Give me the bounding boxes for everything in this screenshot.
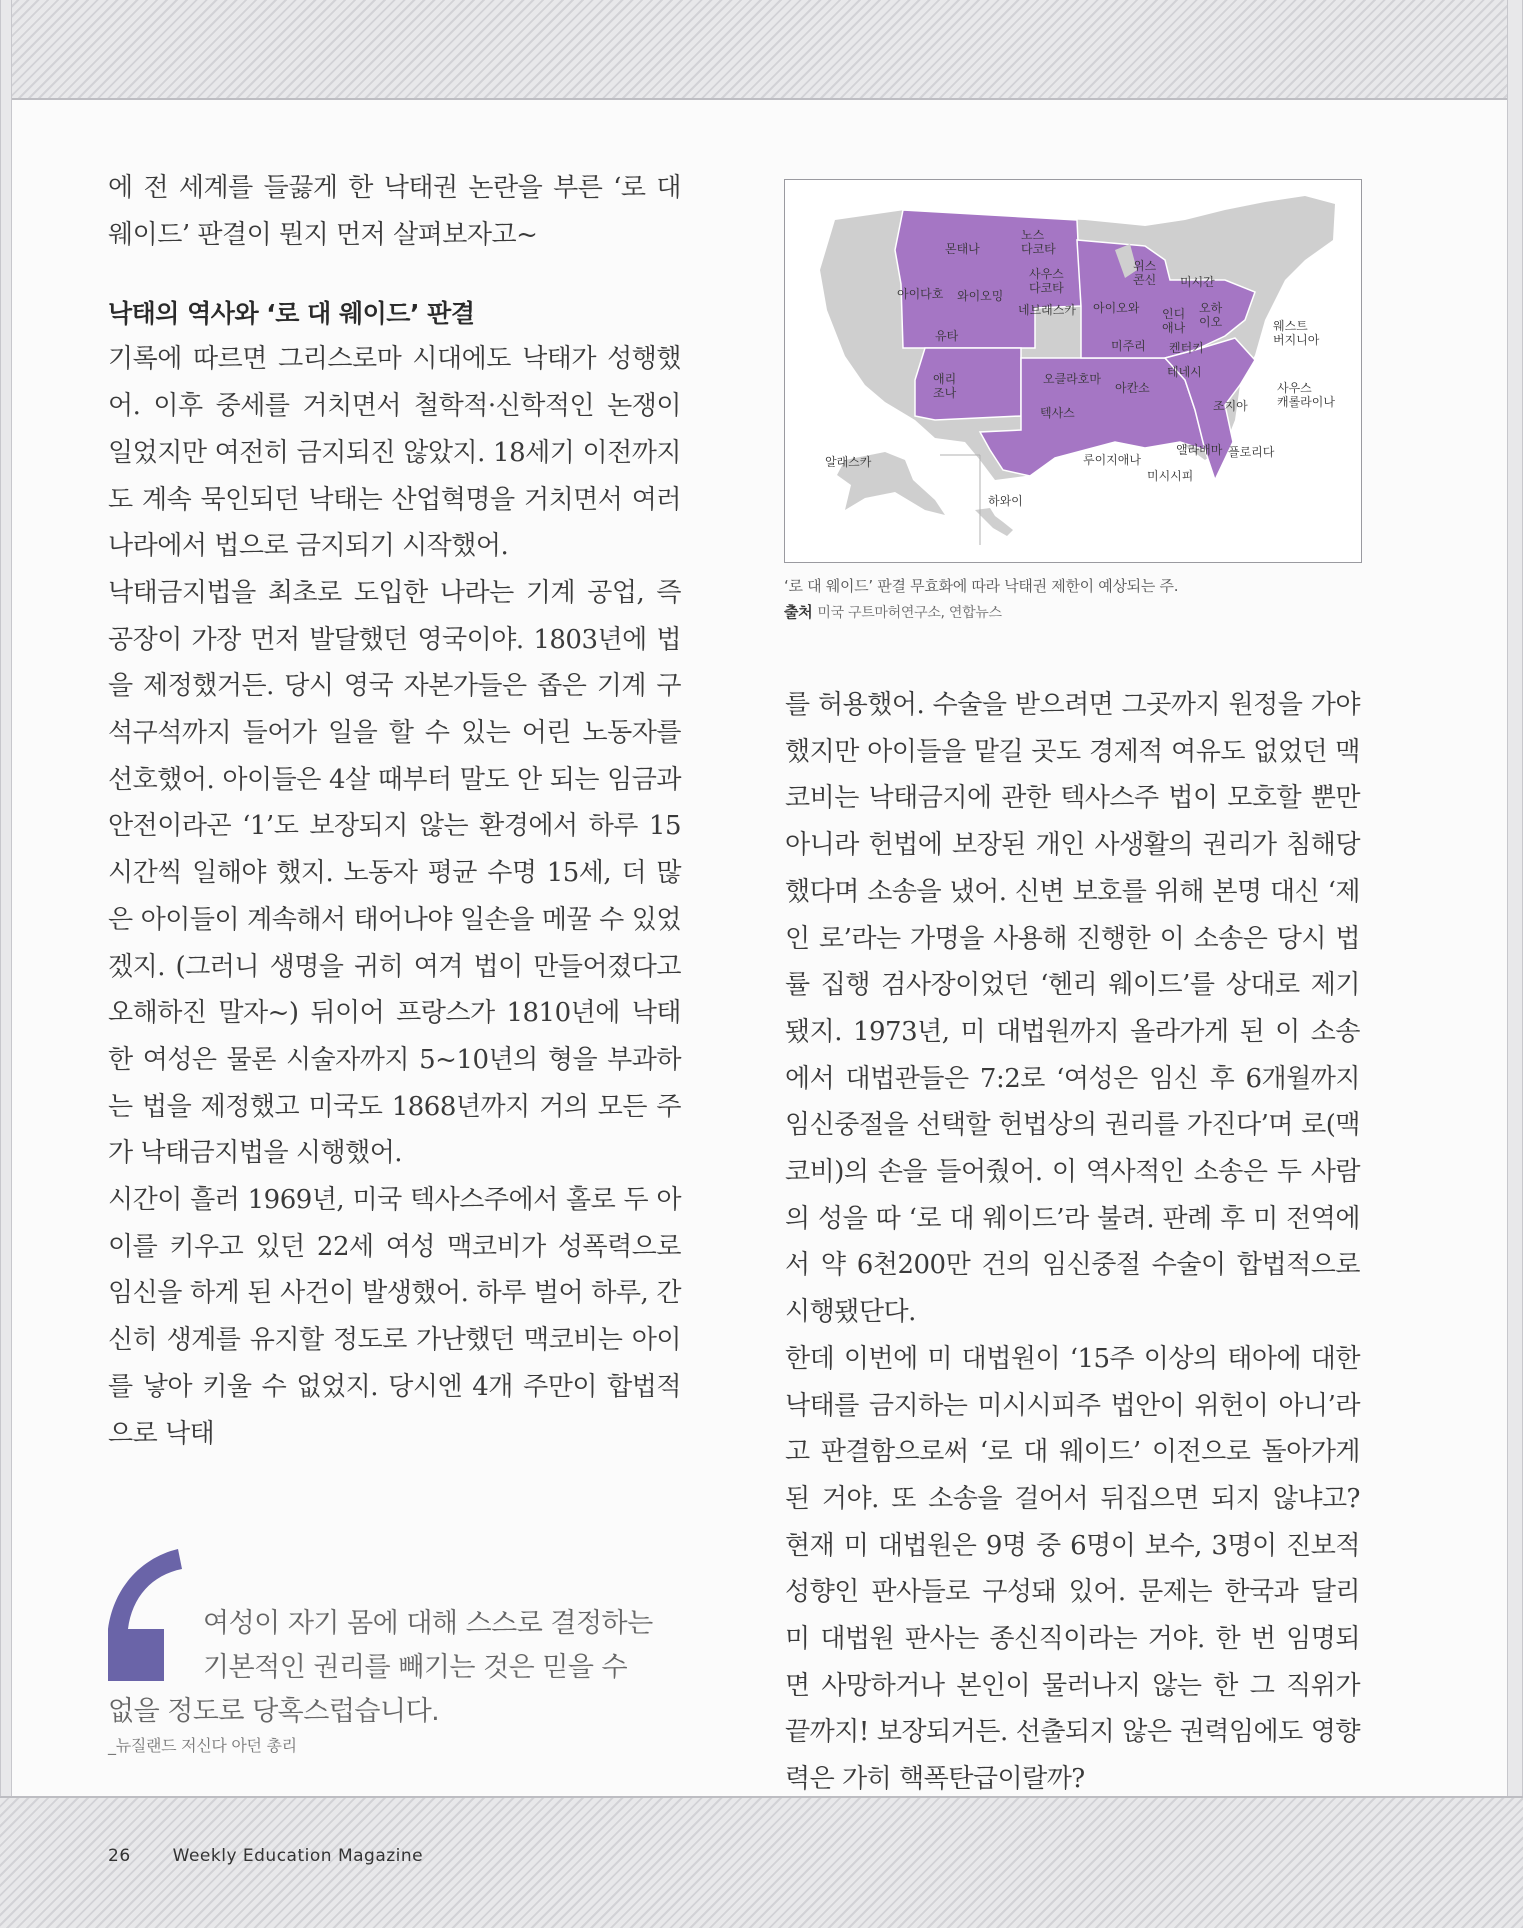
body-paragraph: 를 허용했어. 수술을 받으려면 그곳까지 원정을 가야 했지만 아이들을 맡길 곳도 경제적 여유도 없었던 맥코비는 낙태금지에 관한 텍사스주 법이 모호할 뿐만 아니라 헌법에 보장된 개인 사생활의 권리가 침해당했다며 소송을 냈어. 신변 보호를 위해 본명 대신 ‘제인 로’라는 가명을 사용해 진행한 이 소송은 당시 법률 집행 검사장이었던 ‘헨리 웨이드’를 상대로 제기됐지. 1973년, 미 대법원까지 올라가게 된 이 소송에서 대법관들은 7:2로 ‘여성은 임신 후 6개월까지 임신중절을 선택할 헌법상의 권리를 가진다’며 로(맥코비)의 손을 들어줬어. 이 역사적인 소송은 두 사람의 성을 따 ‘로 대 웨이드’라 불려. 판례 후 미 전역에서 약 6천200만 건의 임신중절 수술이 합법적으로 시행됐단다. xyxy=(785,690,1360,1328)
map-label: 루이지애나 xyxy=(1083,453,1141,467)
body-paragraph: 기록에 따르면 그리스로마 시대에도 낙태가 성행했어. 이후 중세를 거치면서 철학적·신학적인 논쟁이 일었지만 여전히 금지되진 않았지. 18세기 이전까지도 계속 묵인되던 낙태는 산업혁명을 거치면서 여러 나라에서 법으로 금지되기 시작했어. xyxy=(108,344,681,562)
map-label: 다코타 xyxy=(1029,281,1064,295)
source-label: 출처 xyxy=(784,603,813,621)
map-label: 웨스트 xyxy=(1273,319,1308,333)
map-label: 플로리다 xyxy=(1228,445,1275,459)
page-footer xyxy=(108,1846,423,1866)
quote-author: _뉴질랜드 저신다 아던 총리 xyxy=(108,1736,297,1755)
page-number: 26 xyxy=(108,1846,131,1866)
map-label: 텍사스 xyxy=(1040,406,1075,420)
quote-line: 여성이 자기 몸에 대해 스스로 결정하는 xyxy=(203,1608,653,1639)
southwest-region xyxy=(915,348,1021,420)
map-label: 미주리 xyxy=(1111,339,1146,353)
header-stripe xyxy=(0,0,1523,100)
quote-line: 기본적인 권리를 빼기는 것은 믿을 수 xyxy=(203,1652,628,1683)
map-label: 조지아 xyxy=(1213,399,1248,413)
us-abortion-map xyxy=(784,179,1362,563)
page-edge-left xyxy=(0,0,12,1926)
body-paragraph: 시간이 흘러 1969년, 미국 텍사스주에서 홀로 두 아이를 키우고 있던 22세 여성 맥코비가 성폭력으로 임신을 하게 된 사건이 발생했어. 하루 벌어 하루, 간신히 생계를 유지할 정도로 가난했던 맥코비는 아이를 낳아 키울 수 없었지. 당시엔 4개 주만이 합법적으로 낙태 xyxy=(108,1185,681,1449)
map-label: 아이오와 xyxy=(1093,301,1140,315)
us-map-graphic xyxy=(785,180,1361,562)
map-label: 아이다호 xyxy=(897,287,944,301)
page-edge-right xyxy=(1507,0,1523,1926)
map-label: 콘신 xyxy=(1133,273,1157,287)
map-label: 네브래스카 xyxy=(1018,303,1076,317)
map-label: 하와이 xyxy=(988,494,1023,508)
map-label: 아칸소 xyxy=(1115,381,1150,395)
map-label: 위스 xyxy=(1133,259,1157,273)
intro-paragraph: 에 전 세계를 들끓게 한 낙태권 논란을 부른 ‘로 대 웨이드’ 판결이 뭔지 먼저 살펴보자고~ xyxy=(108,173,681,250)
map-label: 오클라호마 xyxy=(1043,372,1101,386)
map-caption xyxy=(784,573,1360,626)
map-label: 오하 xyxy=(1199,301,1223,315)
body-paragraph: 한데 이번에 미 대법원이 ‘15주 이상의 태아에 대한 낙태를 금지하는 미시시피주 법안이 위헌이 아니’라고 판결함으로써 ‘로 대 웨이드’ 이전으로 돌아가게 된 거야. 또 소송을 걸어서 뒤집으면 되지 않냐고? 현재 미 대법원은 9명 중 6명이 보수, 3명이 진보적 성향인 판사들로 구성돼 있어. 문제는 한국과 달리 미 대법원 판사는 종신직이라는 거야. 한 번 임명되면 사망하거나 본인이 물러나지 않는 한 그 직위가 끝까지! 보장되거든. 선출되지 않은 권력임에도 영향력은 가히 핵폭탄급이랄까? xyxy=(785,1343,1360,1795)
map-label: 다코타 xyxy=(1021,242,1056,256)
left-column xyxy=(108,165,681,1457)
map-label: 조나 xyxy=(933,386,957,400)
caption-text: ‘로 대 웨이드’ 판결 무효화에 따라 낙태권 제한이 예상되는 주. xyxy=(784,577,1179,595)
map-label: 켄터키 xyxy=(1169,341,1204,355)
map-label: 와이오밍 xyxy=(957,289,1004,303)
map-label: 테네시 xyxy=(1167,365,1202,379)
map-label: 캐롤라이나 xyxy=(1277,395,1335,409)
map-label: 몬태나 xyxy=(945,242,980,256)
map-label: 인디 xyxy=(1162,307,1186,321)
pull-quote xyxy=(108,1602,668,1734)
map-label: 노스 xyxy=(1021,228,1045,242)
map-label: 유타 xyxy=(935,329,959,343)
right-column xyxy=(785,682,1360,1803)
source-text: 미국 구트마허연구소, 연합뉴스 xyxy=(817,605,1002,621)
map-label: 사우스 xyxy=(1029,267,1064,281)
map-label: 사우스 xyxy=(1277,381,1312,395)
map-label: 애리 xyxy=(933,372,957,386)
body-paragraph: 낙태금지법을 최초로 도입한 나라는 기계 공업, 즉 공장이 가장 먼저 발달했던 영국이야. 1803년에 법을 제정했거든. 당시 영국 자본가들은 좁은 기계 구석구석까지 들어가 일을 할 수 있는 어린 노동자를 선호했어. 아이들은 4살 때부터 말도 안 되는 임금과 안전이라곤 ‘1’도 보장되지 않는 환경에서 하루 15시간씩 일해야 했지. 노동자 평균 수명 15세, 더 많은 아이들이 계속해서 태어나야 일손을 메꿀 수 있었겠지. (그러니 생명을 귀히 여겨 법이 만들어졌다고 오해하진 말자~) 뒤이어 프랑스가 1810년에 낙태한 여성은 물론 시술자까지 5~10년의 형을 부과하는 법을 제정했고 미국도 1868년까지 거의 모든 주가 낙태금지법을 시행했어. xyxy=(108,577,681,1169)
map-label: 미시간 xyxy=(1180,275,1215,289)
map-label: 버지니아 xyxy=(1273,333,1320,347)
map-label: 알래스카 xyxy=(825,455,872,469)
quote-line: 없을 정도로 당혹스럽습니다. xyxy=(108,1696,440,1727)
map-label: 미시시피 xyxy=(1147,469,1194,483)
caption-source xyxy=(784,599,1360,626)
section-heading: 낙태의 역사와 ‘로 대 웨이드’ 판결 xyxy=(108,299,475,329)
map-label: 앨라배마 xyxy=(1176,443,1223,457)
map-label: 이오 xyxy=(1199,315,1223,329)
hawaii-shape xyxy=(975,508,1013,536)
map-label: 애나 xyxy=(1162,321,1186,335)
magazine-name: Weekly Education Magazine xyxy=(172,1846,424,1866)
